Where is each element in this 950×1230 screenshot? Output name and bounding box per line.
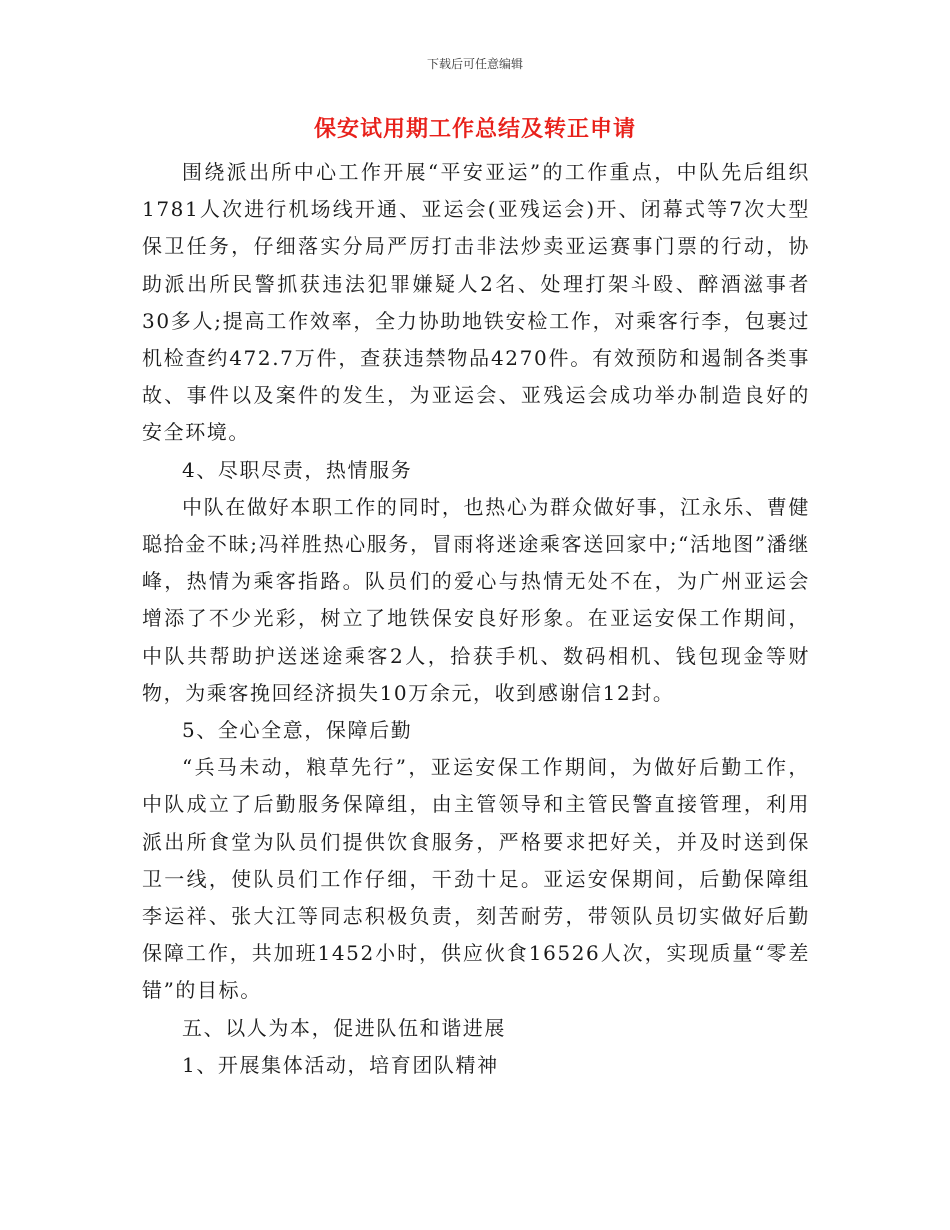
paragraph-service: 中队在做好本职工作的同时，也热心为群众做好事，江永乐、曹健聪拾金不昧;冯祥胜热心服务，冒雨将迷途乘客送回家中;“活地图”潘继峰，热情为乘客指路。队员们的爱心与热情无处不在，为广州亚运会增添了不少光彩，树立了地铁保安良好形象。在亚运安保工作期间，中队共帮助护送迷途乘客2人，拾获手机、数码相机、钱包现金等财物，为乘客挽回经济损失10万余元，收到感谢信12封。 <box>142 494 810 705</box>
paragraph-intro: 围绕派出所中心工作开展“平安亚运”的工作重点，中队先后组织1781人次进行机场线开通、亚运会(亚残运会)开、闭幕式等7次大型保卫任务，仔细落实分局严厉打击非法炒卖亚运赛事门票的行动，协助派出所民警抓获违法犯罪嫌疑人2名、处理打架斗殴、醉酒滋事者30多人;提高工作效率，全力协助地铁安检工作，对乘客行李，包裹过机检查约472.7万件，查获违禁物品4270件。有效预防和遏制各类事故、事件以及案件的发生，为亚运会、亚残运会成功举办制造良好的安全环境。 <box>142 160 810 445</box>
section-heading-1: 1、开展集体活动，培育团队精神 <box>182 1052 499 1077</box>
section-heading-5: 5、全心全意，保障后勤 <box>182 718 413 743</box>
document-title: 保安试用期工作总结及转正申请 <box>313 117 636 142</box>
section-heading-4: 4、尽职尽责，热情服务 <box>182 457 413 482</box>
section-heading-five: 五、以人为本，促进队伍和谐进展 <box>182 1015 506 1040</box>
document-body <box>142 154 810 1084</box>
paragraph-logistics: “兵马未动，粮草先行”，亚运安保工作期间，为做好后勤工作，中队成立了后勤服务保障组，由主管领导和主管民警直接管理，利用派出所食堂为队员们提供饮食服务，严格要求把好关，并及时送到保卫一线，使队员们工作仔细，干劲十足。亚运安保期间，后勤保障组李运祥、张大江等同志积极负责，刻苦耐劳，带领队员切实做好后勤保障工作，共加班1452小时，供应伙食16526人次，实现质量“零差错”的目标。 <box>142 755 810 1003</box>
page-header-note: 下载后可任意编辑 <box>426 57 523 71</box>
